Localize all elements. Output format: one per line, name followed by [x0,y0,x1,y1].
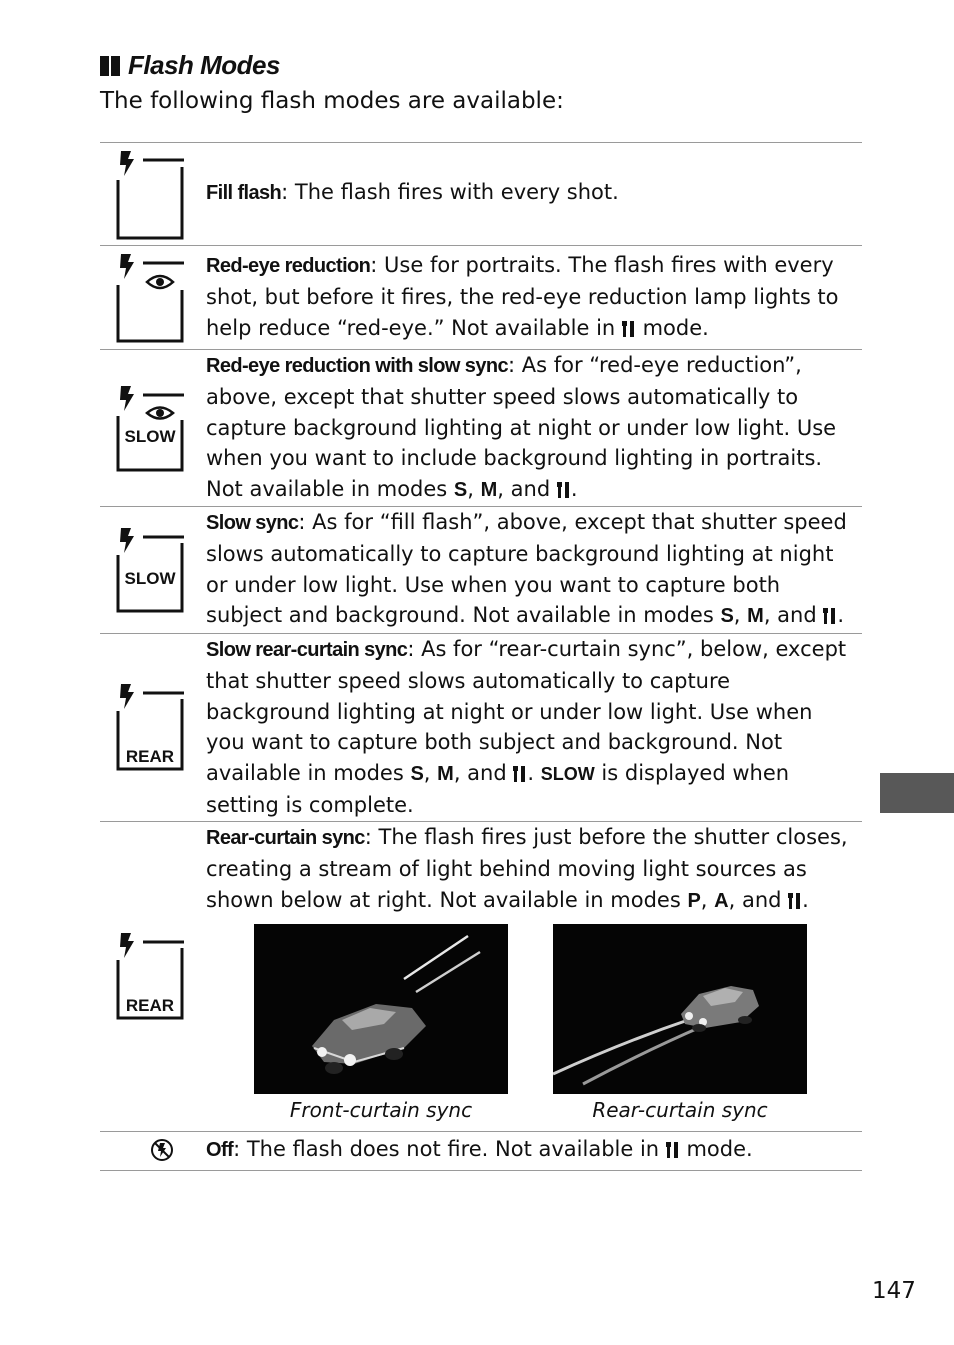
mode-desc: : Use for portraits. The flash fires with every shot, but before it fires, the red-eye reduction lamp lights to help reduce “red-eye.” Not available in [206,253,839,340]
mode-term: Fill flash [206,182,282,204]
child-mode-icon [513,765,527,783]
red-eye-slow-sync-icon [114,350,186,507]
rear-label: REAR [125,996,175,1015]
child-mode-icon [788,892,802,910]
rear-label: REAR [125,747,175,766]
mode-desc: : As for “fill flash”, above, except that shutter speed slows automatically to capture background lighting at night or under low light. Use when you want to capture both subject and background. Not available in modes [206,510,847,628]
photo-caption: Rear-curtain sync [592,1098,768,1123]
table-row: SLOW Slow sync: As for “fill flash”, above, except that shutter speed slows automatically to capture background lighting at night or under low light. Use when you want to capture both subject and background. Not available in modes S, M, and . [100,507,862,634]
rear-curtain-photo [553,924,807,1094]
mode-desc: : The flash fires with every shot. [281,180,619,204]
mode-s: S [453,479,468,502]
front-curtain-photo [254,924,508,1094]
mode-desc-tail: mode. [635,315,709,340]
table-row [100,246,862,350]
section-heading [100,50,280,81]
rear-curtain-figure [553,924,807,1122]
rear-curtain-sync-icon [114,822,186,1132]
intro-text: The following flash modes are available: [100,88,564,114]
front-curtain-figure [254,924,508,1122]
mode-term: Slow sync [206,512,299,534]
mode-term: Red-eye reduction with slow sync [206,355,508,377]
flash-off-icon [150,1138,174,1162]
slow-label: SLOW [124,427,176,446]
mode-term: Slow rear-curtain sync [206,639,408,661]
mode-desc: : The flash fires just before the shutter closes, creating a stream of light behind moving light sources as shown below at right. Not available in modes [206,825,848,912]
mode-m: M [747,605,764,628]
table-row [100,143,862,246]
mode-s: S [720,605,734,628]
child-mode-icon [557,481,571,499]
sync-comparison-photos [254,924,856,1122]
mode-term: Off [206,1139,234,1161]
section-marker-icon [100,56,120,76]
slow-indicator: SLOW [540,764,595,785]
child-mode-icon [622,320,636,338]
mode-desc: : The flash does not fire. Not available in [233,1137,666,1161]
mode-s: S [410,763,424,786]
child-mode-icon [666,1141,680,1159]
flash-modes-table [100,142,862,1171]
mode-m: M [480,479,498,502]
slow-rear-curtain-sync-icon [114,634,186,822]
mode-m: M [437,763,454,786]
mode-desc: : As for “red-eye reduction”, above, except that shutter speed slows automatically to capture background lighting at night or under low light. Use when you want to include background lighting in portraits. Not available in modes [206,353,837,502]
fill-flash-icon [114,143,186,246]
red-eye-reduction-icon [114,246,186,350]
child-mode-icon [823,607,837,625]
photo-caption: Front-curtain sync [289,1098,473,1123]
table-row: REAR Rear-curtain sync: The flash fires just before the shutter closes, creating a stream of light behind moving light sources as shown below at right. Not available in modes P, A, and . Front-curtain sync Rear-curtain sync [100,822,862,1132]
mode-a: A [714,889,729,912]
table-row: Off: The flash does not fire. Not available in mode. [100,1132,862,1171]
section-title: Flash Modes [128,50,280,80]
chapter-tab [880,773,954,813]
slow-sync-icon [114,507,186,634]
mode-desc: : As for “rear-curtain sync”, below, except that shutter speed slows automatically to capture background lighting at night or under low light. Use when you want to capture both subject and background. Not available in modes [206,637,847,786]
slow-label: SLOW [124,569,176,588]
mode-p: P [687,889,701,912]
mode-term: Red-eye reduction [206,255,371,277]
page-number: 147 [872,1278,916,1304]
table-row: SLOW Red-eye reduction with slow sync: As for “red-eye reduction”, above, except that shutter speed slows automatically to capture background lighting at night or under low light. Use when you want to include background lighting in portraits. Not available in modes S, M, and . [100,350,862,507]
table-row: REAR Slow rear-curtain sync: As for “rear-curtain sync”, below, except that shutter speed slows automatically to capture background lighting at night or under low light. Use when you want to capture both subject and background. Not available in modes S, M, and . SLOW is displayed when setting is complete. [100,634,862,822]
mode-term: Rear-curtain sync [206,827,365,849]
